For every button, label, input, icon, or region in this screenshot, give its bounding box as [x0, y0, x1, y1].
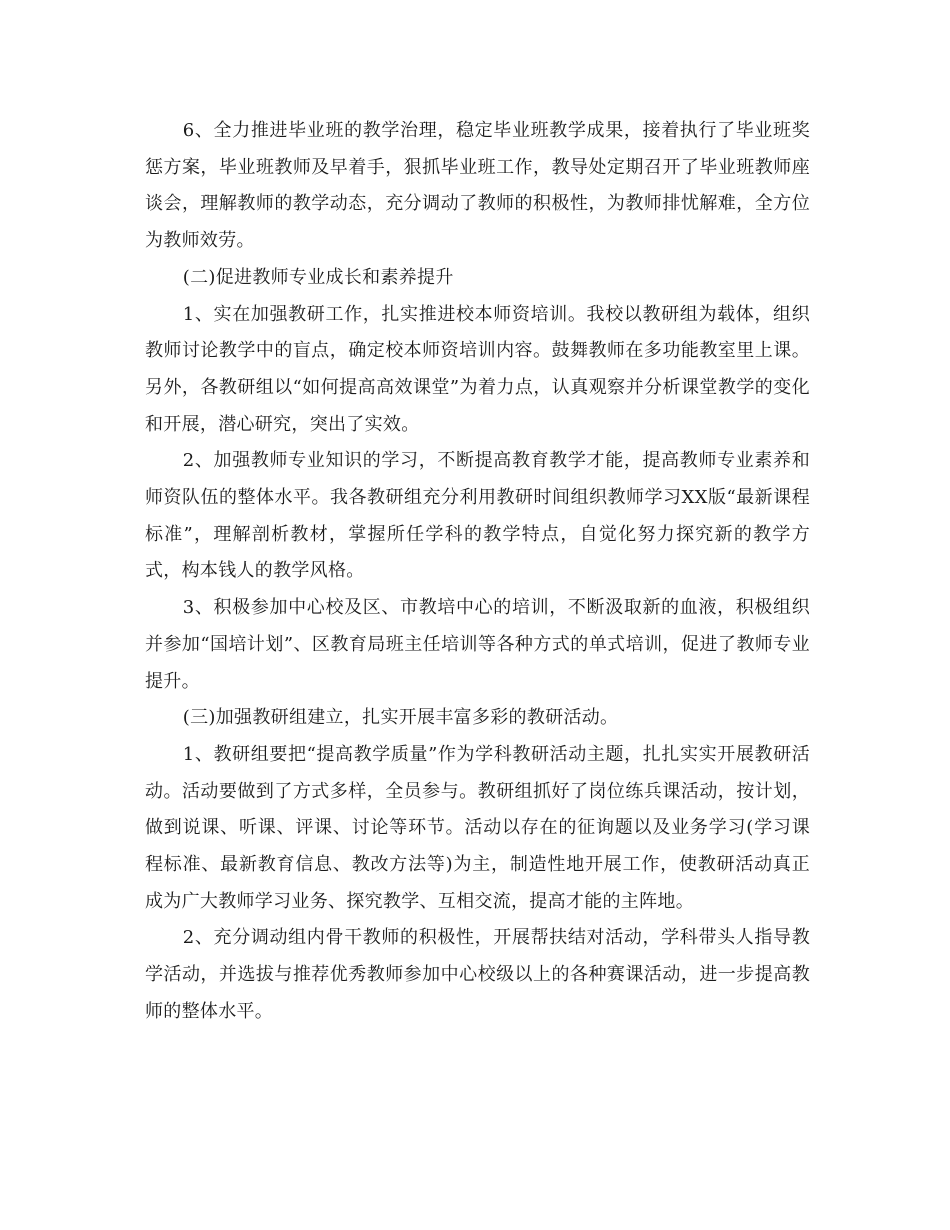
paragraph-teaching-research: 1、实在加强教研工作，扎实推进校本师资培训。我校以教研组为载体，组织教师讨论教学中的盲点，确定校本师资培训内容。鼓舞教师在多功能教室里上课。另外，各教研组以“如何提高高效课堂”为着力点，认真观察并分析课堂教学的变化和开展，潜心研究，突出了实效。: [145, 303, 810, 435]
section-heading-teacher-growth: (二)促进教师专业成长和素养提升: [182, 266, 454, 288]
paragraph-mentoring: 2、充分调动组内骨干教师的积极性，开展帮扶结对活动，学科带头人指导教学活动，并选拔与推荐优秀教师参加中心校级以上的各种赛课活动，进一步提高教师的整体水平。: [145, 927, 810, 1022]
paragraph-graduating-class-management: 6、全力推进毕业班的教学治理，稳定毕业班教学成果，接着执行了毕业班奖惩方案，毕业班教师及早着手，狠抓毕业班工作，教导处定期召开了毕业班教师座谈会，理解教师的教学动态，充分调动了教师的积极性，为教师排忧解难，全方位为教师效劳。: [145, 120, 810, 252]
paragraph-professional-knowledge: 2、加强教师专业知识的学习，不断提高教育教学才能，提高教师专业素养和师资队伍的整体水平。我各教研组充分利用教研时间组织教师学习XX版“最新课程标准”，理解剖析教材，掌握所任学科的教学特点，自觉化努力探究新的教学方式，构本钱人的教学风格。: [145, 450, 810, 582]
paragraph-training: 3、积极参加中心校及区、市教培中心的培训，不断汲取新的血液，积极组织并参加“国培计划”、区教育局班主任培训等各种方式的单式培训，促进了教师专业提升。: [145, 597, 810, 692]
paragraph-research-activities: 1、教研组要把“提高教学质量”作为学科教研活动主题，扎扎实实开展教研活动。活动要做到了方式多样，全员参与。教研组抓好了岗位练兵课活动，按计划，做到说课、听课、评课、讨论等环节。活动以存在的征询题以及业务学习(学习课程标准、最新教育信息、教改方法等)为主，制造性地开展工作，使教研活动真正成为广大教师学习业务、探究教学、互相交流，提高才能的主阵地。: [145, 743, 810, 912]
section-heading-research-groups: (三)加强教研组建立，扎实开展丰富多彩的教研活动。: [182, 707, 619, 729]
document-body: [145, 113, 810, 1031]
